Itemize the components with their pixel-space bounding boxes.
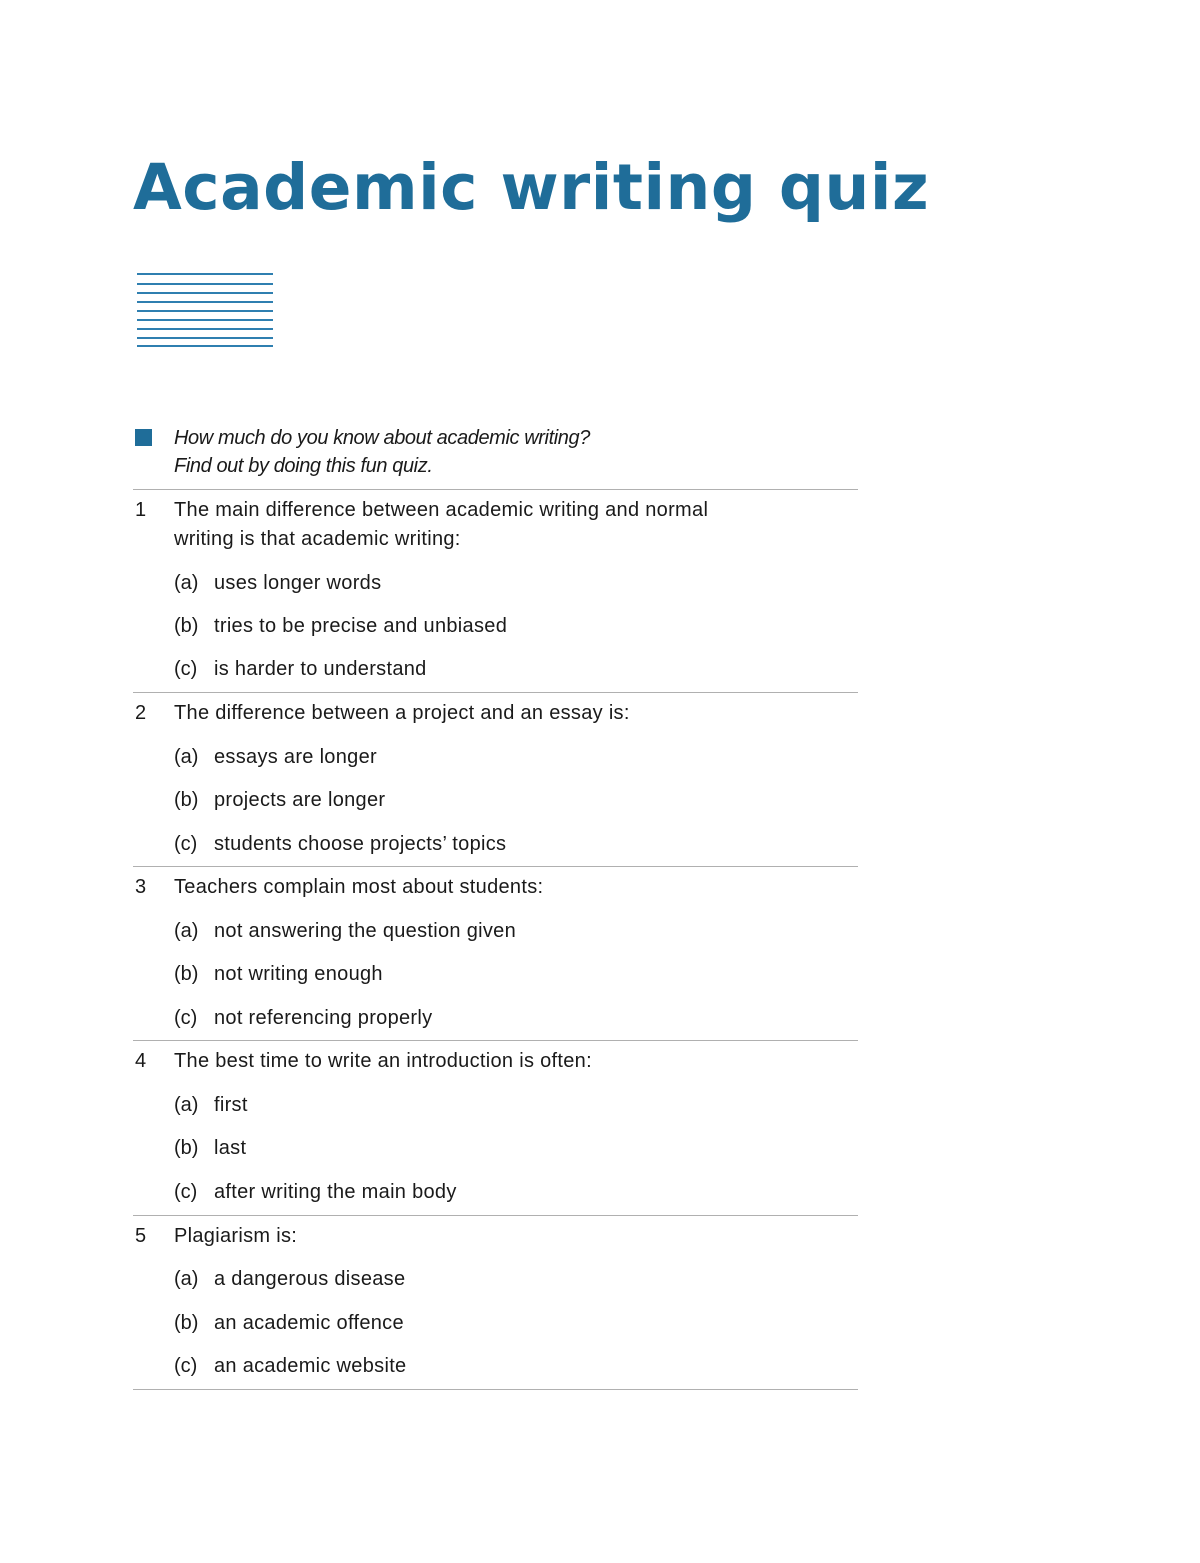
option-text: projects are longer <box>214 789 386 811</box>
option-text: last <box>214 1137 247 1159</box>
question-text: Teachers complain most about students: <box>174 876 544 898</box>
divider <box>133 1215 858 1216</box>
question-text: The main difference between academic writing and normal <box>174 499 709 521</box>
option-text: not writing enough <box>214 963 383 985</box>
option-text: an academic website <box>214 1355 407 1377</box>
stripe-line <box>137 310 273 312</box>
option-letter: (b) <box>174 615 199 637</box>
stripe-line <box>137 273 273 275</box>
stripe-line <box>137 301 273 303</box>
question-number: 5 <box>135 1225 147 1247</box>
option-letter: (b) <box>174 1312 199 1334</box>
page-title: Academic writing quiz <box>133 151 930 224</box>
divider <box>133 1389 858 1390</box>
option-letter: (b) <box>174 963 199 985</box>
intro-line-2: Find out by doing this fun quiz. <box>174 455 433 477</box>
option-text: first <box>214 1094 248 1116</box>
question-number: 1 <box>135 499 147 521</box>
option-letter: (a) <box>174 572 199 594</box>
option-text: a dangerous disease <box>214 1268 406 1290</box>
option-letter: (c) <box>174 1007 198 1029</box>
question-text: The best time to write an introduction is often: <box>174 1050 592 1072</box>
option-letter: (c) <box>174 833 198 855</box>
question-text: Plagiarism is: <box>174 1225 298 1247</box>
intro-line-1: How much do you know about academic writing? <box>174 427 590 449</box>
divider <box>133 866 858 867</box>
question-text: writing is that academic writing: <box>174 528 461 550</box>
option-letter: (b) <box>174 1137 199 1159</box>
option-text: tries to be precise and unbiased <box>214 615 508 637</box>
option-text: not answering the question given <box>214 920 517 942</box>
option-text: essays are longer <box>214 746 377 768</box>
option-text: uses longer words <box>214 572 382 594</box>
option-letter: (c) <box>174 658 198 680</box>
question-number: 3 <box>135 876 147 898</box>
option-text: after writing the main body <box>214 1181 457 1203</box>
option-text: students choose projects’ topics <box>214 833 507 855</box>
option-letter: (a) <box>174 920 199 942</box>
option-text: an academic offence <box>214 1312 404 1334</box>
option-letter: (c) <box>174 1355 198 1377</box>
divider <box>133 489 858 490</box>
stripe-line <box>137 337 273 339</box>
stripe-line <box>137 283 273 285</box>
question-text: The difference between a project and an essay is: <box>174 702 630 724</box>
divider <box>133 692 858 693</box>
question-number: 4 <box>135 1050 147 1072</box>
option-letter: (a) <box>174 1268 199 1290</box>
option-letter: (a) <box>174 746 199 768</box>
option-text: not referencing properly <box>214 1007 433 1029</box>
option-letter: (c) <box>174 1181 198 1203</box>
stripe-line <box>137 328 273 330</box>
stripe-line <box>137 345 273 347</box>
option-letter: (b) <box>174 789 199 811</box>
decorative-stripes <box>137 273 273 347</box>
stripe-line <box>137 319 273 321</box>
question-number: 2 <box>135 702 147 724</box>
option-letter: (a) <box>174 1094 199 1116</box>
option-text: is harder to understand <box>214 658 427 680</box>
stripe-line <box>137 292 273 294</box>
divider <box>133 1040 858 1041</box>
square-bullet-icon <box>135 429 152 446</box>
